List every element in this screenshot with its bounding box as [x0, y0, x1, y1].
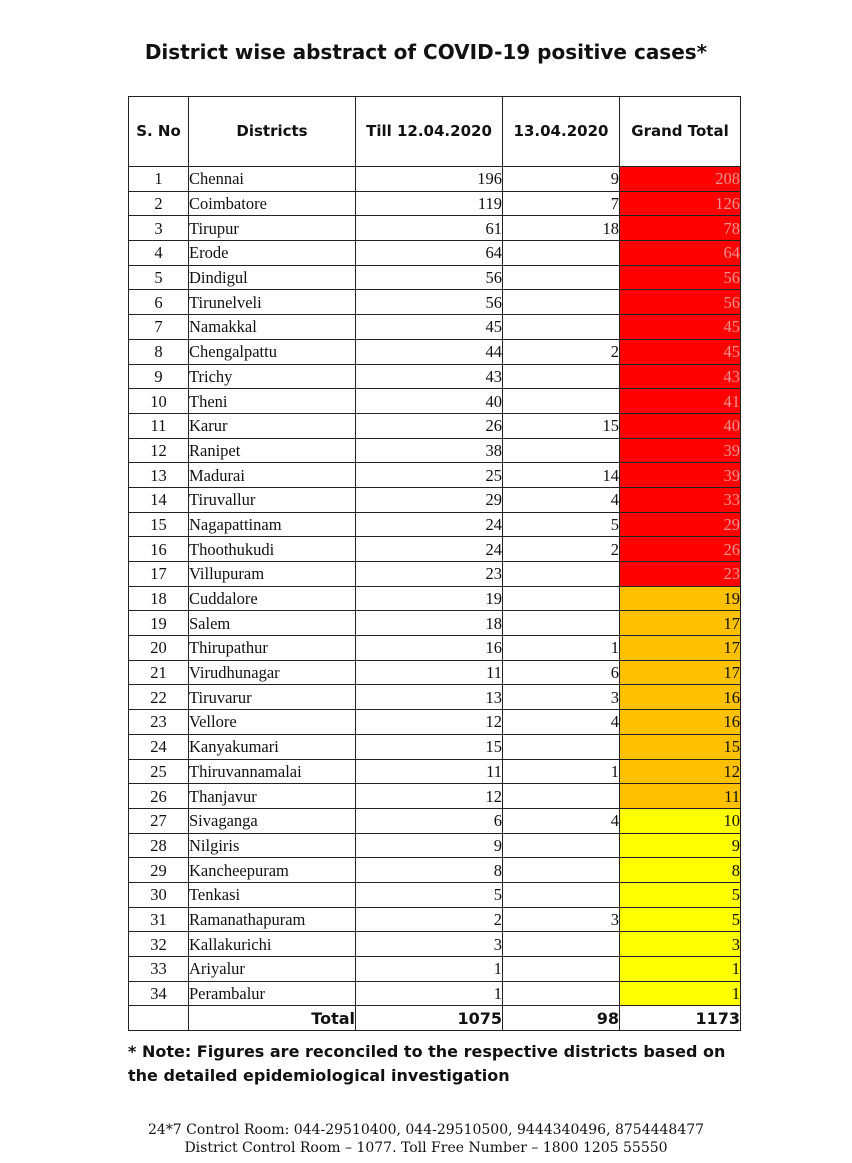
table-row	[129, 759, 741, 784]
table-row	[129, 487, 741, 512]
total-label: Total	[189, 1006, 356, 1031]
district-cell: Chengalpattu	[189, 339, 356, 364]
table-row	[129, 808, 741, 833]
day-cell: 15	[503, 413, 620, 438]
day-cell	[503, 784, 620, 809]
sno-cell: 20	[129, 636, 189, 661]
table-row	[129, 710, 741, 735]
grand-total-cell: 39	[620, 438, 741, 463]
district-cell: Ariyalur	[189, 957, 356, 982]
district-cell: Chennai	[189, 167, 356, 192]
till-cell: 16	[356, 636, 503, 661]
day-cell: 7	[503, 191, 620, 216]
sno-cell: 19	[129, 611, 189, 636]
grand-total-cell: 45	[620, 315, 741, 340]
table-row	[129, 957, 741, 982]
till-cell: 13	[356, 685, 503, 710]
day-cell: 3	[503, 907, 620, 932]
till-cell: 23	[356, 562, 503, 587]
till-cell: 19	[356, 586, 503, 611]
day-cell: 1	[503, 759, 620, 784]
till-cell: 40	[356, 389, 503, 414]
sno-cell: 6	[129, 290, 189, 315]
table-row	[129, 636, 741, 661]
district-cell: Villupuram	[189, 562, 356, 587]
grand-total-cell: 23	[620, 562, 741, 587]
sno-cell: 15	[129, 512, 189, 537]
day-cell	[503, 315, 620, 340]
district-cell: Dindigul	[189, 265, 356, 290]
grand-total-cell: 26	[620, 537, 741, 562]
till-cell: 11	[356, 660, 503, 685]
till-cell: 11	[356, 759, 503, 784]
till-cell: 18	[356, 611, 503, 636]
district-cell: Kanyakumari	[189, 734, 356, 759]
day-cell: 4	[503, 710, 620, 735]
till-cell: 9	[356, 833, 503, 858]
grand-total-cell: 9	[620, 833, 741, 858]
day-cell	[503, 981, 620, 1006]
grand-total-cell: 43	[620, 364, 741, 389]
footer	[0, 1121, 852, 1157]
sno-cell: 28	[129, 833, 189, 858]
total-till: 1075	[356, 1006, 503, 1031]
grand-total-cell: 17	[620, 660, 741, 685]
sno-cell: 1	[129, 167, 189, 192]
district-cell: Ramanathapuram	[189, 907, 356, 932]
district-cell: Ranipet	[189, 438, 356, 463]
district-cell: Nilgiris	[189, 833, 356, 858]
till-cell: 1	[356, 981, 503, 1006]
district-cell: Kallakurichi	[189, 932, 356, 957]
district-cell: Namakkal	[189, 315, 356, 340]
day-cell	[503, 957, 620, 982]
district-cell: Thanjavur	[189, 784, 356, 809]
grand-total-cell: 41	[620, 389, 741, 414]
grand-total-cell: 33	[620, 487, 741, 512]
sno-cell: 23	[129, 710, 189, 735]
sno-cell: 14	[129, 487, 189, 512]
grand-total-cell: 11	[620, 784, 741, 809]
grand-total-cell: 56	[620, 265, 741, 290]
table-row	[129, 438, 741, 463]
header-till-date: Till 12.04.2020	[356, 97, 503, 167]
day-cell	[503, 265, 620, 290]
note	[128, 1040, 768, 1088]
table-row	[129, 734, 741, 759]
total-grand: 1173	[620, 1006, 741, 1031]
header-districts: Districts	[189, 97, 356, 167]
total-day: 98	[503, 1006, 620, 1031]
till-cell: 24	[356, 537, 503, 562]
day-cell: 1	[503, 636, 620, 661]
sno-cell: 27	[129, 808, 189, 833]
day-cell	[503, 611, 620, 636]
till-cell: 12	[356, 710, 503, 735]
sno-cell: 4	[129, 241, 189, 266]
sno-cell: 34	[129, 981, 189, 1006]
till-cell: 25	[356, 463, 503, 488]
table-body	[129, 167, 741, 1006]
header-day-date: 13.04.2020	[503, 97, 620, 167]
till-cell: 15	[356, 734, 503, 759]
day-cell	[503, 562, 620, 587]
day-cell	[503, 882, 620, 907]
grand-total-cell: 8	[620, 858, 741, 883]
table-row	[129, 413, 741, 438]
grand-total-cell: 1	[620, 981, 741, 1006]
table-row	[129, 858, 741, 883]
grand-total-cell: 16	[620, 710, 741, 735]
grand-total-cell: 5	[620, 907, 741, 932]
district-cell: Perambalur	[189, 981, 356, 1006]
day-cell	[503, 932, 620, 957]
sno-cell: 17	[129, 562, 189, 587]
total-row	[129, 1006, 741, 1031]
till-cell: 56	[356, 265, 503, 290]
till-cell: 29	[356, 487, 503, 512]
district-cell: Coimbatore	[189, 191, 356, 216]
day-cell	[503, 290, 620, 315]
till-cell: 43	[356, 364, 503, 389]
district-cell: Erode	[189, 241, 356, 266]
district-cell: Tenkasi	[189, 882, 356, 907]
day-cell: 4	[503, 808, 620, 833]
till-cell: 1	[356, 957, 503, 982]
district-cell: Thirupathur	[189, 636, 356, 661]
grand-total-cell: 45	[620, 339, 741, 364]
note-line-2: the detailed epidemiological investigation	[128, 1066, 510, 1085]
day-cell	[503, 586, 620, 611]
district-cell: Tiruvallur	[189, 487, 356, 512]
grand-total-cell: 17	[620, 611, 741, 636]
table-row	[129, 562, 741, 587]
day-cell: 2	[503, 537, 620, 562]
note-line-1: * Note: Figures are reconciled to the respective districts based on	[128, 1042, 726, 1061]
table-row	[129, 364, 741, 389]
grand-total-cell: 56	[620, 290, 741, 315]
table-row	[129, 586, 741, 611]
district-cell: Karur	[189, 413, 356, 438]
grand-total-cell: 126	[620, 191, 741, 216]
sno-cell: 13	[129, 463, 189, 488]
table-row	[129, 611, 741, 636]
sno-cell: 9	[129, 364, 189, 389]
grand-total-cell: 12	[620, 759, 741, 784]
sno-cell: 25	[129, 759, 189, 784]
district-cell: Nagapattinam	[189, 512, 356, 537]
district-cell: Thoothukudi	[189, 537, 356, 562]
table-row	[129, 167, 741, 192]
sno-cell: 29	[129, 858, 189, 883]
till-cell: 2	[356, 907, 503, 932]
till-cell: 64	[356, 241, 503, 266]
till-cell: 44	[356, 339, 503, 364]
day-cell	[503, 833, 620, 858]
total-sno-cell	[129, 1006, 189, 1031]
table-row	[129, 241, 741, 266]
district-cell: Vellore	[189, 710, 356, 735]
till-cell: 196	[356, 167, 503, 192]
grand-total-cell: 19	[620, 586, 741, 611]
district-cell: Trichy	[189, 364, 356, 389]
till-cell: 38	[356, 438, 503, 463]
day-cell: 6	[503, 660, 620, 685]
till-cell: 24	[356, 512, 503, 537]
sno-cell: 30	[129, 882, 189, 907]
district-cell: Virudhunagar	[189, 660, 356, 685]
district-cell: Thiruvannamalai	[189, 759, 356, 784]
day-cell	[503, 241, 620, 266]
grand-total-cell: 40	[620, 413, 741, 438]
table-row	[129, 265, 741, 290]
till-cell: 26	[356, 413, 503, 438]
till-cell: 6	[356, 808, 503, 833]
day-cell	[503, 389, 620, 414]
cases-table	[128, 96, 741, 1031]
grand-total-cell: 10	[620, 808, 741, 833]
grand-total-cell: 1	[620, 957, 741, 982]
sno-cell: 18	[129, 586, 189, 611]
table-row	[129, 932, 741, 957]
district-cell: Sivaganga	[189, 808, 356, 833]
till-cell: 56	[356, 290, 503, 315]
footer-line-2: District Control Room – 1077. Toll Free Number – 1800 1205 55550	[184, 1140, 668, 1156]
grand-total-cell: 3	[620, 932, 741, 957]
till-cell: 61	[356, 216, 503, 241]
table-row	[129, 463, 741, 488]
table-row	[129, 191, 741, 216]
grand-total-cell: 208	[620, 167, 741, 192]
grand-total-cell: 15	[620, 734, 741, 759]
sno-cell: 26	[129, 784, 189, 809]
sno-cell: 7	[129, 315, 189, 340]
district-cell: Kancheepuram	[189, 858, 356, 883]
day-cell: 18	[503, 216, 620, 241]
day-cell: 9	[503, 167, 620, 192]
sno-cell: 3	[129, 216, 189, 241]
grand-total-cell: 64	[620, 241, 741, 266]
sno-cell: 2	[129, 191, 189, 216]
table-header-row	[129, 97, 741, 167]
till-cell: 3	[356, 932, 503, 957]
table-row	[129, 685, 741, 710]
table-row	[129, 784, 741, 809]
grand-total-cell: 17	[620, 636, 741, 661]
till-cell: 119	[356, 191, 503, 216]
day-cell: 4	[503, 487, 620, 512]
header-grand-total: Grand Total	[620, 97, 741, 167]
district-cell: Salem	[189, 611, 356, 636]
day-cell	[503, 364, 620, 389]
day-cell: 14	[503, 463, 620, 488]
header-sno: S. No	[129, 97, 189, 167]
district-cell: Tirupur	[189, 216, 356, 241]
sno-cell: 22	[129, 685, 189, 710]
table-row	[129, 339, 741, 364]
sno-cell: 16	[129, 537, 189, 562]
district-cell: Tirunelveli	[189, 290, 356, 315]
grand-total-cell: 78	[620, 216, 741, 241]
sno-cell: 5	[129, 265, 189, 290]
footer-line-1: 24*7 Control Room: 044-29510400, 044-29510500, 9444340496, 8754448477	[147, 1122, 705, 1138]
sno-cell: 11	[129, 413, 189, 438]
table-row	[129, 660, 741, 685]
day-cell: 5	[503, 512, 620, 537]
district-cell: Tiruvarur	[189, 685, 356, 710]
table-row	[129, 882, 741, 907]
grand-total-cell: 29	[620, 512, 741, 537]
table-row	[129, 537, 741, 562]
day-cell	[503, 734, 620, 759]
table-row	[129, 216, 741, 241]
district-cell: Theni	[189, 389, 356, 414]
table-row	[129, 290, 741, 315]
table-row	[129, 389, 741, 414]
district-cell: Cuddalore	[189, 586, 356, 611]
table-row	[129, 315, 741, 340]
sno-cell: 24	[129, 734, 189, 759]
table-row	[129, 981, 741, 1006]
table-row	[129, 512, 741, 537]
sno-cell: 10	[129, 389, 189, 414]
day-cell: 3	[503, 685, 620, 710]
till-cell: 12	[356, 784, 503, 809]
table-row	[129, 833, 741, 858]
sno-cell: 33	[129, 957, 189, 982]
table-row	[129, 907, 741, 932]
sno-cell: 12	[129, 438, 189, 463]
till-cell: 5	[356, 882, 503, 907]
day-cell	[503, 438, 620, 463]
grand-total-cell: 16	[620, 685, 741, 710]
page-title: District wise abstract of COVID-19 positive cases*	[144, 40, 708, 64]
sno-cell: 8	[129, 339, 189, 364]
day-cell: 2	[503, 339, 620, 364]
grand-total-cell: 5	[620, 882, 741, 907]
till-cell: 45	[356, 315, 503, 340]
till-cell: 8	[356, 858, 503, 883]
grand-total-cell: 39	[620, 463, 741, 488]
sno-cell: 21	[129, 660, 189, 685]
day-cell	[503, 858, 620, 883]
sno-cell: 32	[129, 932, 189, 957]
sno-cell: 31	[129, 907, 189, 932]
district-cell: Madurai	[189, 463, 356, 488]
